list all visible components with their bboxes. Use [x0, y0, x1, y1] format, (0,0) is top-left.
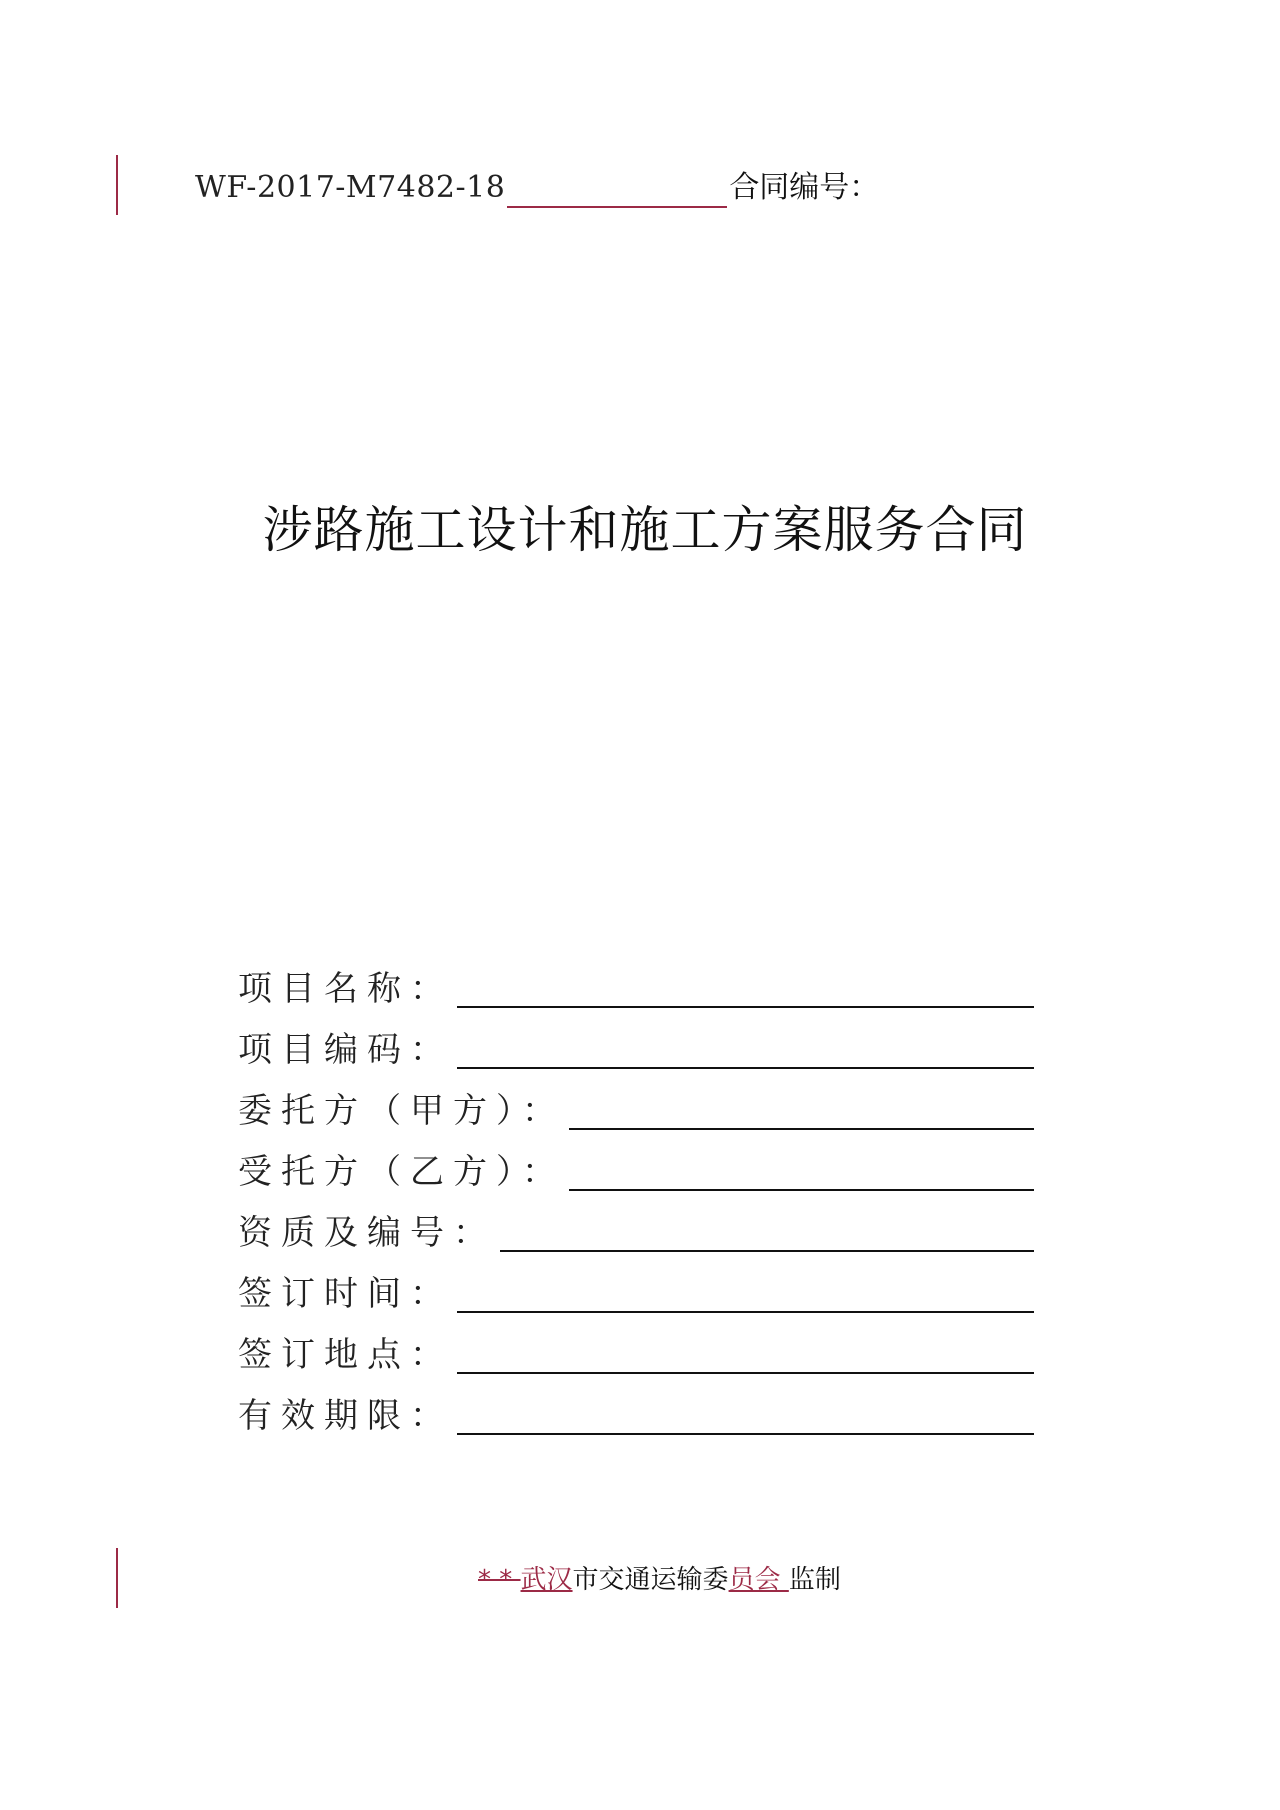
- field-label: 项目名称：: [238, 969, 453, 1009]
- left-margin-mark-bottom: [116, 1548, 118, 1608]
- contract-fields: [238, 950, 1034, 1438]
- field-blank-line[interactable]: [457, 966, 1034, 1008]
- contract-number-blank[interactable]: [507, 166, 727, 208]
- field-validity-period: [238, 1377, 1034, 1438]
- field-signing-time: [238, 1255, 1034, 1316]
- field-label: 受托方（乙方）：: [238, 1152, 565, 1192]
- field-label: 项目编码：: [238, 1030, 453, 1070]
- footer-struck-stars: * *: [478, 1565, 521, 1595]
- contract-number-label: 合同编号：: [729, 170, 880, 205]
- footer-city: 武汉: [520, 1565, 573, 1595]
- field-party-b: [238, 1133, 1034, 1194]
- field-project-name: [238, 950, 1034, 1011]
- footer-agency: 市交通运输委: [572, 1565, 729, 1595]
- field-blank-line[interactable]: [457, 1332, 1034, 1374]
- field-label: 有效期限：: [238, 1396, 453, 1436]
- left-margin-mark-top: [116, 155, 118, 215]
- field-blank-line[interactable]: [457, 1271, 1034, 1313]
- footer-supervised: 监制: [788, 1565, 841, 1595]
- field-blank-line[interactable]: [569, 1149, 1034, 1191]
- field-blank-line[interactable]: [457, 1393, 1034, 1435]
- field-label: 资质及编号：: [238, 1213, 496, 1253]
- document-title: 涉路施工设计和施工方案服务合同: [262, 501, 1028, 559]
- contract-number-line: [195, 164, 879, 208]
- footer-agency-suffix: 员会: [728, 1565, 789, 1595]
- field-label: 签订时间：: [238, 1274, 453, 1314]
- field-blank-line[interactable]: [500, 1210, 1034, 1252]
- contract-code: WF-2017-M7482-18: [195, 170, 506, 205]
- field-project-code: [238, 1011, 1034, 1072]
- field-qualification: [238, 1194, 1034, 1255]
- field-label: 签订地点：: [238, 1335, 453, 1375]
- field-party-a: [238, 1072, 1034, 1133]
- field-label: 委托方（甲方）：: [238, 1091, 565, 1131]
- supervisor-footer: [478, 1560, 841, 1600]
- field-signing-place: [238, 1316, 1034, 1377]
- field-blank-line[interactable]: [457, 1027, 1034, 1069]
- field-blank-line[interactable]: [569, 1088, 1034, 1130]
